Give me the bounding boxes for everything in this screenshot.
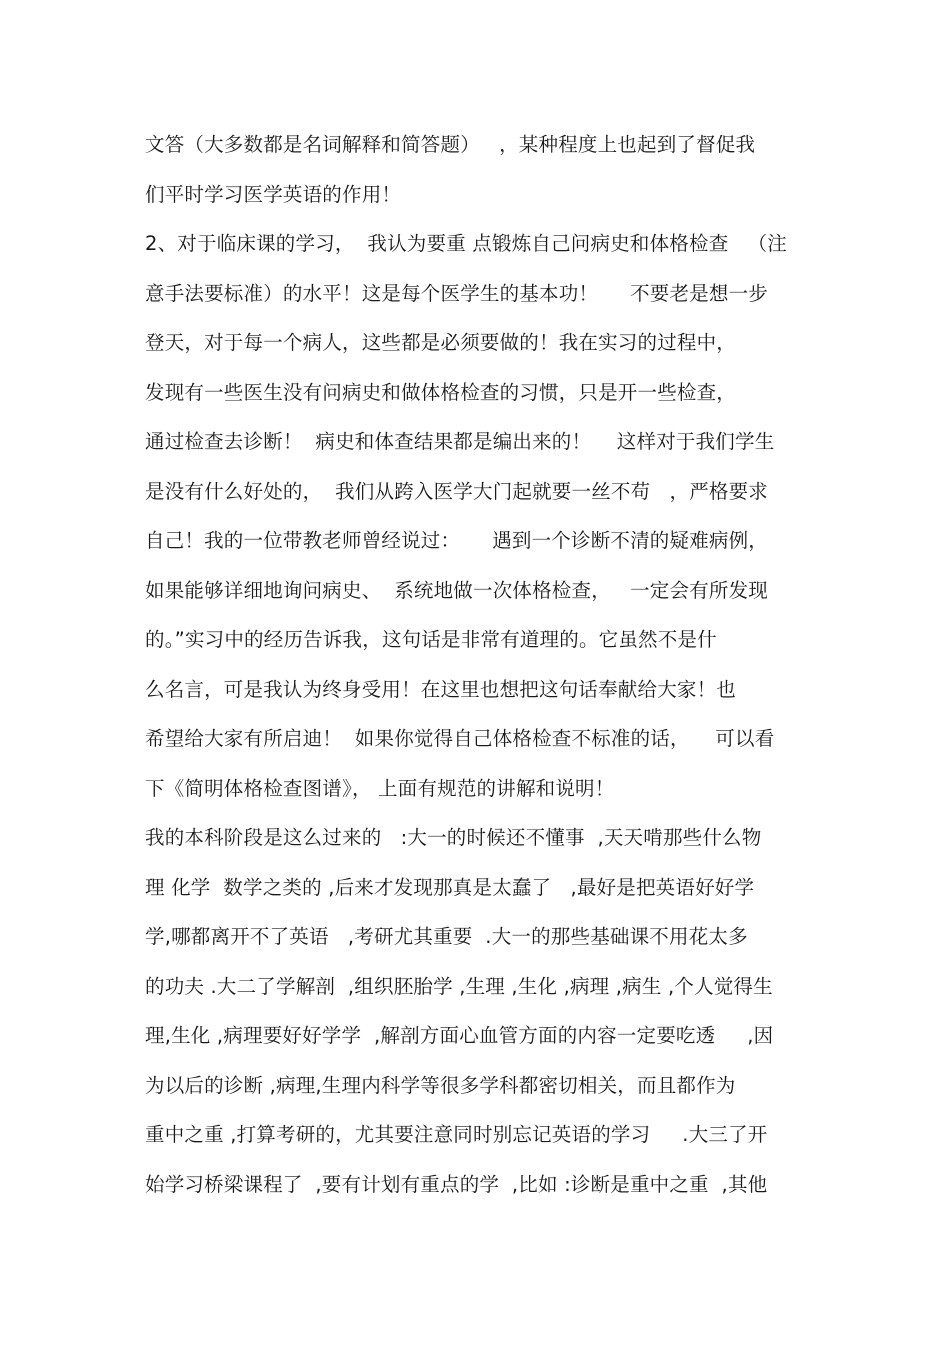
text-line: 希望给大家有所启迪！ 如果你觉得自己体格检查不标准的话， 可以看 xyxy=(145,727,775,750)
text-line: 登天，对于每一个病人，这些都是必须要做的！我在实习的过程中， xyxy=(145,331,737,354)
text-line: 理,生化 ,病理要好好学学 ,解剖方面心血管方面的内容一定要吃透 ,因 xyxy=(145,1024,774,1047)
text-line: 文答（大多数都是名词解释和简答题） ，某种程度上也起到了督促我 xyxy=(145,133,756,156)
text-line: 们平时学习医学英语的作用！ xyxy=(145,182,402,206)
document-body xyxy=(145,120,825,1209)
text-line: 的。”实习中的经历告诉我，这句话是非常有道理的。它虽然不是什 xyxy=(145,628,717,651)
text-line: 如果能够详细地询问病史、 系统地做一次体格检查， 一定会有所发现 xyxy=(145,578,768,602)
text-line: 么名言，可是我认为终身受用！在这里也想把这句话奉献给大家！也 xyxy=(145,677,737,701)
text-line: 通过检查去诊断！ 病史和体查结果都是编出来的！ 这样对于我们学生 xyxy=(145,430,775,453)
text-line: 始学习桥梁课程了 ,要有计划有重点的学 ,比如 :诊断是重中之重 ,其他 xyxy=(145,1172,768,1196)
text-line: 我的本科阶段是这么过来的 :大一的时候还不懂事 ,天天啃那些什么物 xyxy=(145,826,762,849)
text-line: 下《简明体格检查图谱》， 上面有规范的讲解和说明！ xyxy=(145,776,615,800)
text-line: 学,哪都离开不了英语 ,考研尤其重要 .大一的那些基础课不用花太多 xyxy=(145,925,748,948)
text-line: 是没有什么好处的， 我们从跨入医学大门起就要一丝不苟 ，严格要求 xyxy=(145,479,768,503)
text-line: 为以后的诊断 ,病理,生理内科学等很多学科都密切相关，而且都作为 xyxy=(145,1073,736,1097)
text-line: 发现有一些医生没有问病史和做体格检查的习惯，只是开一些检查， xyxy=(145,380,737,404)
text-line: 自己！我的一位带教老师曾经说过： 遇到一个诊断不清的疑难病例， xyxy=(145,529,768,552)
text-line: 意手法要标准）的水平！这是每个医学生的基本功！ 不要老是想一步 xyxy=(145,281,768,305)
text-line: 理 化学 数学之类的 ,后来才发现那真是太蠢了 ,最好是把英语好好学 xyxy=(145,875,755,899)
text-line: 2、对于临床课的学习， 我认为要重 点锻炼自己问病史和体格检查 （注 xyxy=(145,232,787,255)
text-line: 重中之重 ,打算考研的，尤其要注意同时别忘记英语的学习 .大三了开 xyxy=(145,1123,768,1146)
text-line: 的功夫 .大二了学解剖 ,组织胚胎学 ,生理 ,生化 ,病理 ,病生 ,个人觉得生 xyxy=(145,974,773,998)
